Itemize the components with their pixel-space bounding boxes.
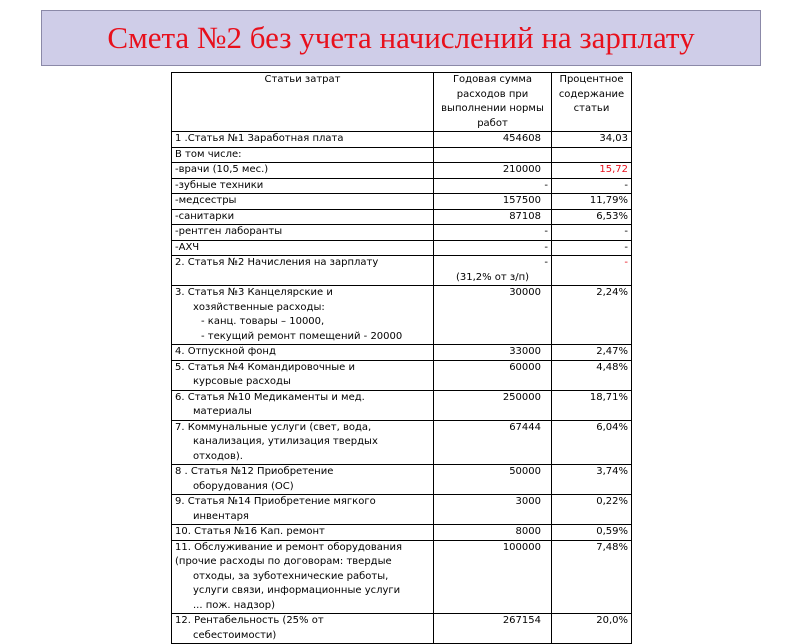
row-sum: 157500 bbox=[434, 194, 552, 210]
row-sum bbox=[434, 256, 552, 286]
row-sum: 30000 bbox=[434, 286, 552, 345]
row-name: 10. Статья №16 Кап. ремонт bbox=[172, 525, 434, 541]
row-percent: 2,24% bbox=[552, 286, 632, 345]
row-name-line: 12. Рентабельность (25% от bbox=[175, 615, 324, 626]
row-name: -врачи (10,5 мес.) bbox=[172, 163, 434, 179]
header-percent: Процентное содержание статьи bbox=[552, 73, 632, 132]
row-sum: 454608 bbox=[434, 132, 552, 148]
estimate-table bbox=[171, 72, 632, 644]
row-sum: - bbox=[434, 178, 552, 194]
table-row bbox=[172, 147, 632, 163]
row-sum: 267154 bbox=[434, 614, 552, 644]
row-name-line: 5. Статья №4 Командировочные и bbox=[175, 361, 355, 373]
row-sum: 8000 bbox=[434, 525, 552, 541]
row-percent: 11,79% bbox=[552, 194, 632, 210]
header-cost-items: Статьи затрат bbox=[172, 73, 434, 132]
row-percent: - bbox=[552, 178, 632, 194]
row-name-line: себестоимости) bbox=[193, 629, 277, 641]
table-row bbox=[172, 256, 632, 286]
row-name bbox=[172, 390, 434, 420]
table-row bbox=[172, 178, 632, 194]
row-name-line: (прочие расходы по договорам: твердые bbox=[175, 556, 392, 567]
row-name bbox=[172, 286, 434, 345]
row-percent bbox=[552, 147, 632, 163]
table-row bbox=[172, 286, 632, 345]
row-name bbox=[172, 540, 434, 614]
row-name bbox=[172, 360, 434, 390]
table-row bbox=[172, 614, 632, 644]
table-row bbox=[172, 163, 632, 179]
table-row bbox=[172, 209, 632, 225]
row-name: 4. Отпускной фонд bbox=[172, 345, 434, 361]
row-sum: - bbox=[434, 240, 552, 256]
row-sum: 60000 bbox=[434, 360, 552, 390]
table-row bbox=[172, 495, 632, 525]
table-row bbox=[172, 194, 632, 210]
table-row bbox=[172, 390, 632, 420]
row-name: В том числе: bbox=[172, 147, 434, 163]
row-name-line: хозяйственные расходы: bbox=[193, 301, 325, 313]
row-sum: 87108 bbox=[434, 209, 552, 225]
row-percent: 20,0% bbox=[552, 614, 632, 644]
row-name bbox=[172, 614, 434, 644]
table-row bbox=[172, 240, 632, 256]
row-percent-highlighted: 15,72 bbox=[552, 163, 632, 179]
table-row bbox=[172, 525, 632, 541]
row-name-line: 6. Статья №10 Медикаменты и мед. bbox=[175, 391, 365, 403]
slide-title: Смета №2 без учета начислений на зарплату bbox=[107, 20, 695, 55]
row-sum: 250000 bbox=[434, 390, 552, 420]
row-name-line: курсовые расходы bbox=[193, 376, 291, 387]
row-sum bbox=[434, 147, 552, 163]
row-sum-note: (31,2% от з/п) bbox=[455, 271, 530, 283]
row-name: -санитарки bbox=[172, 209, 434, 225]
row-sum: 67444 bbox=[434, 420, 552, 465]
row-percent: - bbox=[552, 225, 632, 241]
row-name-line: оборудования (ОС) bbox=[193, 480, 294, 492]
row-name: -зубные техники bbox=[172, 178, 434, 194]
row-name-line: канализация, утилизация твердых bbox=[193, 436, 378, 447]
row-name-line: инвентаря bbox=[193, 510, 249, 522]
table-row bbox=[172, 420, 632, 465]
row-name-line: 3. Статья №3 Канцелярские и bbox=[175, 287, 333, 298]
row-sum: 50000 bbox=[434, 465, 552, 495]
row-percent: 0,22% bbox=[552, 495, 632, 525]
row-name-line: ... пож. надзор) bbox=[193, 599, 276, 611]
row-name: 2. Статья №2 Начисления на зарплату bbox=[172, 256, 434, 286]
row-sum: 33000 bbox=[434, 345, 552, 361]
row-name: -АХЧ bbox=[172, 240, 434, 256]
row-percent: 34,03 bbox=[552, 132, 632, 148]
row-name bbox=[172, 495, 434, 525]
row-name-line: отходы, за зуботехнические работы, bbox=[193, 570, 389, 582]
table-row bbox=[172, 225, 632, 241]
row-percent: - bbox=[552, 240, 632, 256]
row-name-line: - канц. товары – 10000, bbox=[201, 316, 325, 327]
row-percent: 6,04% bbox=[552, 420, 632, 465]
row-percent: 6,53% bbox=[552, 209, 632, 225]
row-percent: 3,74% bbox=[552, 465, 632, 495]
row-name bbox=[172, 420, 434, 465]
row-sum-value: - bbox=[544, 257, 548, 268]
row-sum: 3000 bbox=[434, 495, 552, 525]
header-annual-sum: Годовая сумма расходов при выполнении нормы работ bbox=[434, 73, 552, 132]
row-sum: - bbox=[434, 225, 552, 241]
row-name: -медсестры bbox=[172, 194, 434, 210]
title-banner bbox=[41, 10, 761, 66]
table-header-row bbox=[172, 73, 632, 132]
row-name-line: услуги связи, информационные услуги bbox=[193, 585, 401, 596]
table-row bbox=[172, 465, 632, 495]
row-sum: 210000 bbox=[434, 163, 552, 179]
row-percent-highlighted: - bbox=[552, 256, 632, 286]
row-name-line: - текущий ремонт помещений - 20000 bbox=[201, 330, 403, 342]
row-name: 1 .Статья №1 Заработная плата bbox=[172, 132, 434, 148]
row-percent: 18,71% bbox=[552, 390, 632, 420]
row-name bbox=[172, 465, 434, 495]
row-percent: 4,48% bbox=[552, 360, 632, 390]
table-row bbox=[172, 345, 632, 361]
row-name-line: 11. Обслуживание и ремонт оборудования bbox=[175, 541, 402, 553]
row-percent: 2,47% bbox=[552, 345, 632, 361]
row-name: -рентген лаборанты bbox=[172, 225, 434, 241]
table-row bbox=[172, 360, 632, 390]
row-percent: 0,59% bbox=[552, 525, 632, 541]
row-name-line: 9. Статья №14 Приобретение мягкого bbox=[175, 496, 376, 507]
table-row bbox=[172, 132, 632, 148]
table-row bbox=[172, 540, 632, 614]
row-name-line: материалы bbox=[193, 406, 252, 417]
row-percent: 7,48% bbox=[552, 540, 632, 614]
row-sum: 100000 bbox=[434, 540, 552, 614]
row-name-line: 8 . Статья №12 Приобретение bbox=[175, 466, 334, 477]
row-name-line: 7. Коммунальные услуги (свет, вода, bbox=[175, 421, 372, 433]
row-name-line: отходов). bbox=[193, 450, 243, 462]
